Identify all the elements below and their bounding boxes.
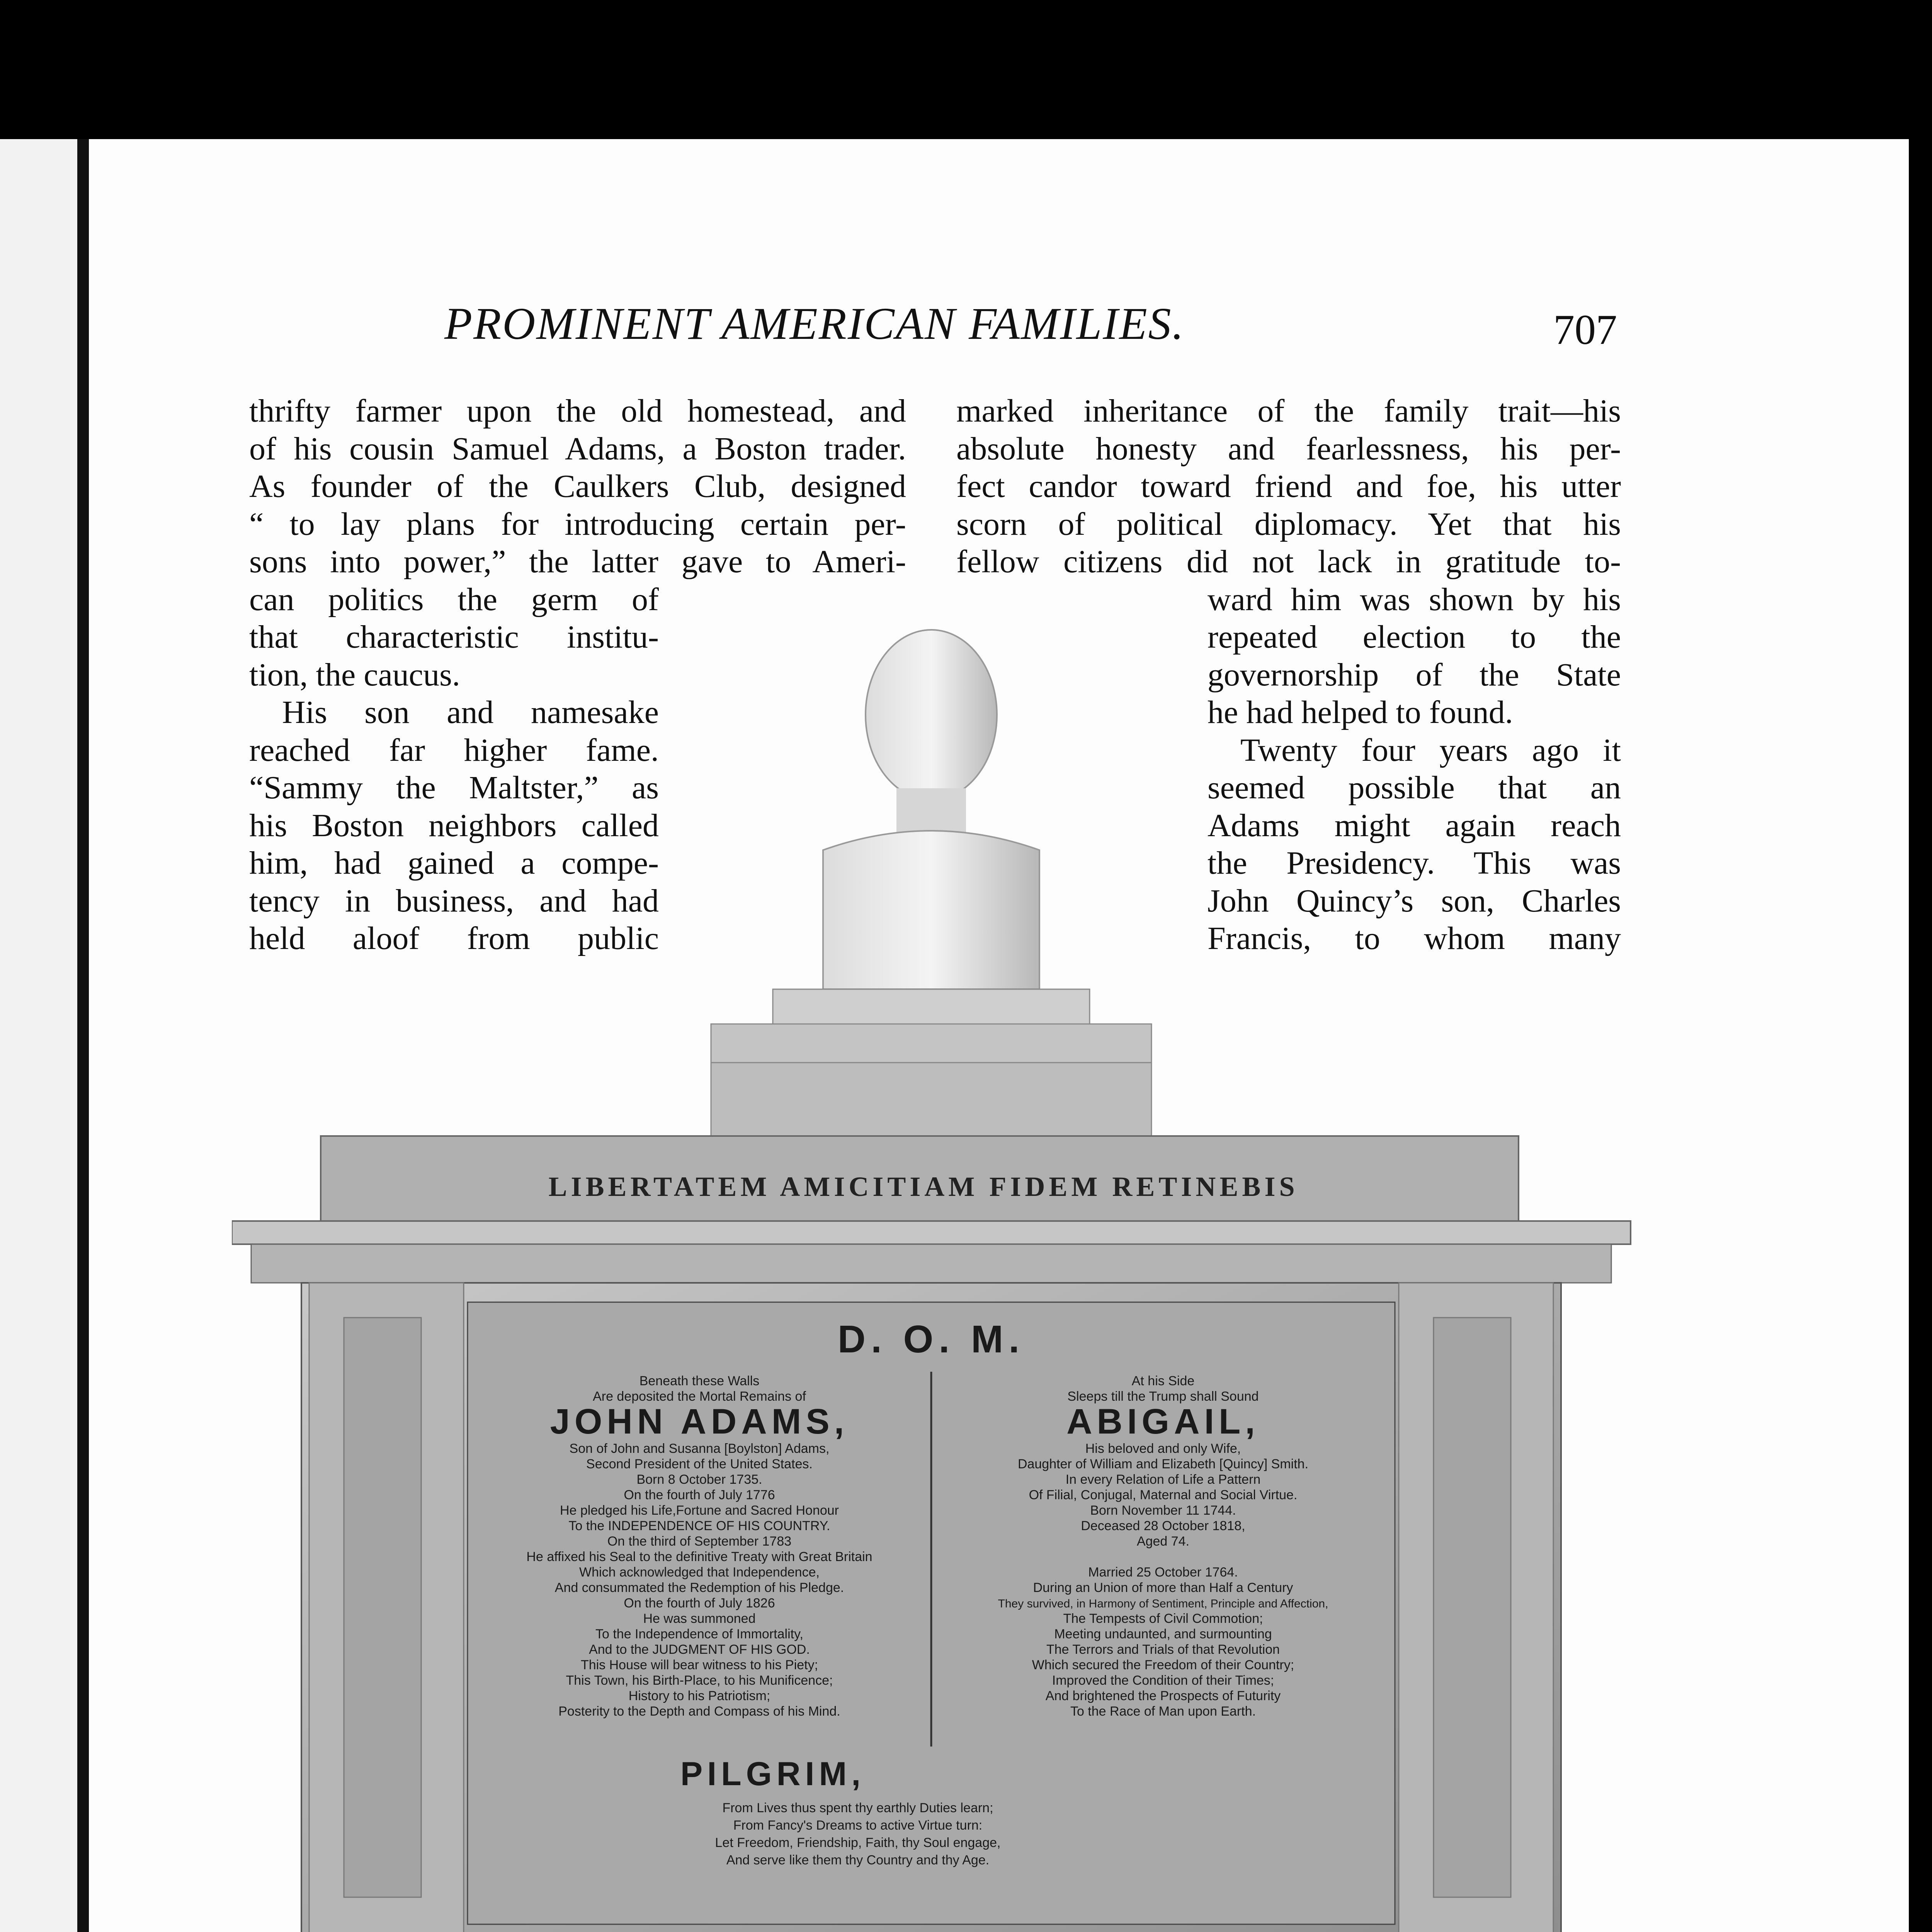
pedestal-step-2 (711, 1024, 1151, 1063)
cornice-top (232, 1221, 1631, 1244)
inscription-line: This House will bear witness to his Piety; (580, 1658, 818, 1672)
inscription-line: Sleeps till the Trump shall Sound (1067, 1389, 1259, 1404)
text-line: tion, the caucus. (249, 656, 460, 693)
inscription-line: From Lives thus spent thy earthly Duties learn; (722, 1801, 993, 1815)
bust-shoulders (823, 831, 1039, 989)
text-line: the Presidency. This was (1208, 845, 1621, 881)
running-header: PROMINENT AMERICAN FAMILIES. (444, 298, 1185, 349)
bust-head (866, 630, 997, 800)
text-line: he had helped to found. (1208, 694, 1513, 730)
text-line: “Sammy the Maltster,” as (249, 770, 659, 806)
right-pilaster-panel (1434, 1318, 1511, 1897)
text-line: governorship of the State (1208, 656, 1621, 693)
inscription-line: During an Union of more than Half a Century (1033, 1580, 1293, 1595)
inscription-name-abigail: ABIGAIL, (1066, 1402, 1260, 1441)
page-right-edge (1909, 131, 1932, 1932)
inscription-line: And serve like them thy Country and thy Age. (726, 1853, 990, 1867)
text-line: held aloof from public (249, 920, 659, 956)
text-line: absolute honesty and fearlessness, his per- (956, 430, 1621, 467)
inscription-line: On the third of September 1783 (607, 1534, 792, 1549)
inscription-line: He pledged his Life,Fortune and Sacred Honour (560, 1503, 839, 1518)
inscription-line: From Fancy's Dreams to active Virtue turn: (733, 1818, 983, 1833)
inscription-line: Of Filial, Conjugal, Maternal and Social Virtue. (1029, 1488, 1298, 1502)
inscription-line: Born 8 October 1735. (636, 1472, 762, 1487)
inscription-line: Married 25 October 1764. (1088, 1565, 1238, 1580)
inscription-line: Second President of the United States. (586, 1457, 813, 1471)
inscription-line: To the Independence of Immortality, (595, 1627, 804, 1641)
inscription-line: They survived, in Harmony of Sentiment, Principle and Affection, (998, 1597, 1328, 1610)
inscription-line: Deceased 28 October 1818, (1081, 1519, 1245, 1533)
inscription-line: Beneath these Walls (639, 1374, 760, 1388)
text-line: that characteristic institu- (249, 619, 659, 655)
facing-page-edge (0, 139, 77, 1932)
text-line: Twenty four years ago it (1240, 732, 1621, 768)
page-number: 707 (1553, 306, 1617, 353)
inscription-line: Posterity to the Depth and Compass of his Mind. (558, 1704, 840, 1719)
inscription-line: Which secured the Freedom of their Country; (1032, 1658, 1294, 1672)
pedestal-step-1 (773, 989, 1090, 1024)
inscription-line: Meeting undaunted, and surmounting (1054, 1627, 1272, 1641)
text-line: marked inheritance of the family trait—his (956, 393, 1621, 429)
inscription-line: Born November 11 1744. (1090, 1503, 1236, 1518)
frieze-inscription: LIBERTATEM AMICITIAM FIDEM RETINEBIS (548, 1171, 1299, 1202)
text-line: can politics the germ of (249, 581, 659, 617)
inscription-line: The Tempests of Civil Commotion; (1063, 1611, 1263, 1626)
text-line: reached far higher fame. (249, 732, 659, 768)
inscription-name-john-adams: JOHN ADAMS, (550, 1402, 849, 1441)
inscription-line: Daughter of William and Elizabeth [Quincy] Smith. (1017, 1457, 1309, 1471)
inscription-line: Which acknowledged that Independence, (579, 1565, 820, 1580)
text-line: of his cousin Samuel Adams, a Boston trader. (249, 430, 906, 467)
inscription-line: At his Side (1131, 1374, 1195, 1388)
inscription-line: Improved the Condition of their Times; (1052, 1673, 1274, 1688)
inscription-line: This Town, his Birth-Place, to his Munificence; (566, 1673, 833, 1688)
inscription-line: Aged 74. (1136, 1534, 1190, 1549)
inscription-pilgrim: PILGRIM, (680, 1755, 866, 1793)
inscription-line: The Terrors and Trials of that Revolution (1046, 1642, 1280, 1657)
inscription-line: On the fourth of July 1776 (624, 1488, 775, 1502)
text-line: fect candor toward friend and foe, his utter (956, 468, 1621, 504)
inscription-line: And brightened the Prospects of Futurity (1045, 1689, 1281, 1703)
text-line: thrifty farmer upon the old homestead, and (249, 393, 906, 429)
text-line: Adams might again reach (1208, 807, 1621, 844)
text-line: Francis, to whom many (1208, 920, 1621, 956)
inscription-line: Son of John and Susanna [Boylston] Adams, (569, 1441, 830, 1456)
text-line: his Boston neighbors called (249, 807, 659, 844)
inscription-line: And to the JUDGMENT OF HIS GOD. (589, 1642, 810, 1657)
book-gutter (77, 139, 89, 1932)
inscription-line: In every Relation of Life a Pattern (1065, 1472, 1261, 1487)
text-line: His son and namesake (282, 694, 659, 730)
cornice-bottom (251, 1244, 1611, 1283)
monument-drawing (232, 618, 1642, 1932)
inscription-line: His beloved and only Wife, (1085, 1441, 1241, 1456)
inscription-line: On the fourth of July 1826 (624, 1596, 775, 1611)
text-line: fellow citizens did not lack in gratitude to- (956, 544, 1621, 580)
inscription-line: History to his Patriotism; (628, 1689, 770, 1703)
inscription-line: To the INDEPENDENCE OF HIS COUNTRY. (568, 1519, 830, 1533)
inscription-dom: D. O. M. (837, 1318, 1025, 1361)
text-line: scorn of political diplomacy. Yet that his (956, 506, 1621, 542)
text-line: “ to lay plans for introducing certain per- (249, 506, 906, 542)
text-line: tency in business, and had (249, 883, 659, 919)
text-line: him, had gained a compe- (249, 845, 659, 881)
text-line: repeated election to the (1208, 619, 1621, 655)
inscription-line: To the Race of Man upon Earth. (1070, 1704, 1256, 1719)
pedestal-step-3 (711, 1063, 1151, 1136)
monument-illustration (232, 618, 1642, 1932)
text-line: ward him was shown by his (1208, 581, 1621, 617)
text-line: As founder of the Caulkers Club, designed (249, 468, 906, 504)
left-pilaster-panel (344, 1318, 421, 1897)
inscription-line: Are deposited the Mortal Remains of (593, 1389, 806, 1404)
inscription-line: And consummated the Redemption of his Pledge. (554, 1580, 844, 1595)
inscription-line: Let Freedom, Friendship, Faith, thy Soul engage, (715, 1835, 1001, 1850)
text-line: John Quincy’s son, Charles (1208, 883, 1621, 919)
text-line: sons into power,” the latter gave to Ameri- (249, 544, 906, 580)
inscription-line: He was summoned (643, 1611, 756, 1626)
inscription-line: He affixed his Seal to the definitive Treaty with Great Britain (526, 1549, 872, 1564)
text-line: seemed possible that an (1208, 770, 1621, 806)
